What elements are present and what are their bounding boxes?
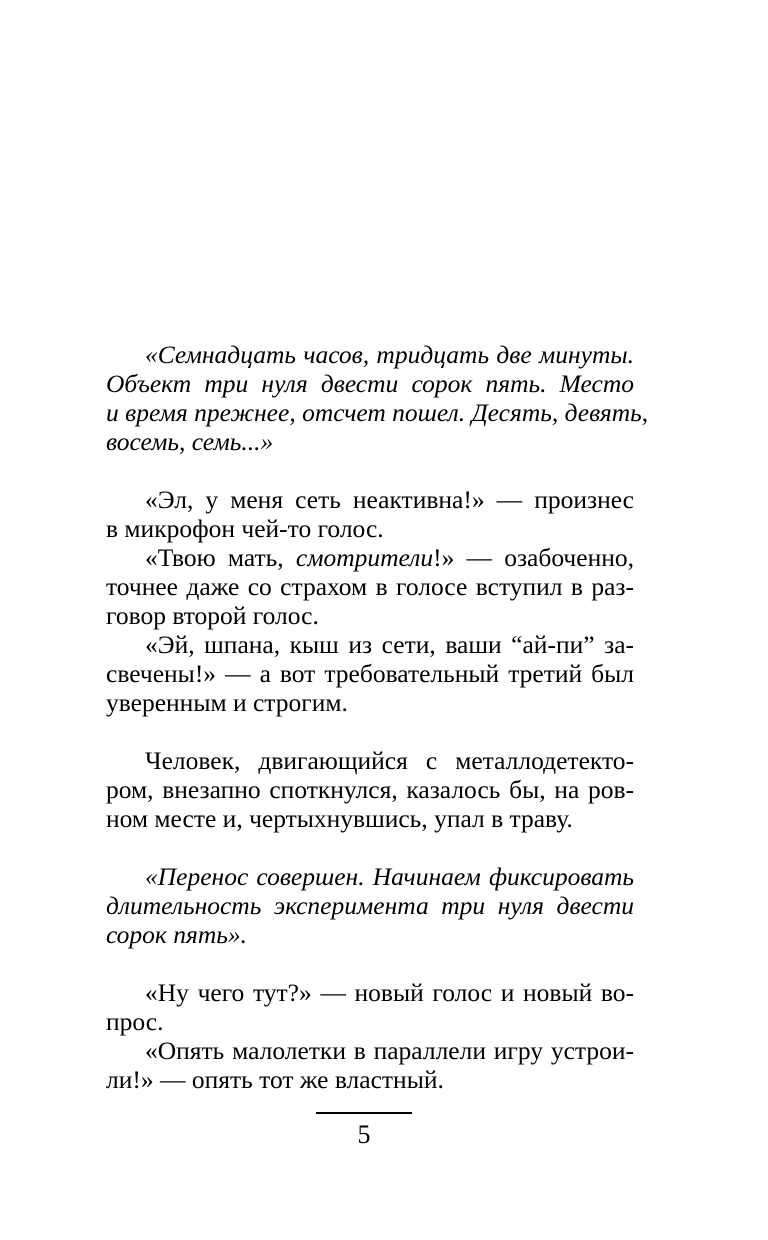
- text-line: ном месте и, чертыхнувшись, упал в траву.: [106, 804, 573, 833]
- dialogue-paragraph-1: [106, 485, 634, 543]
- page-number-rule: [316, 1112, 412, 1114]
- narrative-paragraph: [106, 746, 634, 833]
- paragraph-gap: [106, 717, 634, 746]
- paragraph-gap: [106, 456, 634, 485]
- dialogue-paragraph-2: [106, 543, 634, 630]
- text-line: сорок пять».: [106, 920, 247, 949]
- text-line: «Опять малолетки в параллели игру устрои-: [145, 1036, 634, 1065]
- page-number: 5: [357, 1120, 371, 1149]
- emphasized-word: смотрители: [295, 543, 434, 572]
- text-line: говор второй голос.: [106, 601, 319, 630]
- text-fragment: «Твою мать,: [145, 543, 296, 572]
- italic-broadcast-paragraph-1: [106, 340, 649, 456]
- text-line: уверенным и строгим.: [106, 688, 348, 717]
- text-line: «Эл, у меня сеть неактивна!» — произнес: [145, 485, 634, 514]
- text-line: Объект три нуля двести сорок пять. Место: [106, 369, 634, 398]
- book-page-text: [106, 340, 649, 1094]
- text-line-with-emphasis: [106, 543, 634, 572]
- text-line: Человек, двигающийся с металлодетекто-: [145, 746, 634, 775]
- text-line: свечены!» — а вот требовательный третий был: [106, 659, 634, 688]
- paragraph-gap: [106, 833, 634, 862]
- text-line: ром, внезапно споткнулся, казалось бы, на ров-: [106, 775, 634, 804]
- dialogue-paragraph-3: [106, 630, 634, 717]
- text-line: точнее даже со страхом в голосе вступил в раз-: [106, 572, 634, 601]
- text-line: «Перенос совершен. Начинаем фиксировать: [145, 862, 634, 891]
- dialogue-paragraph-5: [106, 1036, 634, 1094]
- paragraph-gap: [106, 949, 634, 978]
- text-line: ли!» — опять тот же властный.: [106, 1065, 444, 1094]
- text-line: «Семнадцать часов, тридцать две минуты.: [145, 340, 634, 369]
- text-line: «Ну чего тут?» — новый голос и новый во-: [145, 978, 634, 1007]
- dialogue-paragraph-4: [106, 978, 634, 1036]
- italic-broadcast-paragraph-2: [106, 862, 634, 949]
- text-line: и время прежнее, отсчет пошел. Десять, девять,: [106, 398, 649, 427]
- text-line: восемь, семь...»: [106, 427, 274, 456]
- text-line: «Эй, шпана, кыш из сети, ваши “ай-пи” за-: [145, 630, 634, 659]
- text-line: прос.: [106, 1007, 164, 1036]
- text-line: длительность эксперимента три нуля двести: [106, 891, 634, 920]
- text-fragment: !» — озабоченно,: [433, 543, 634, 572]
- text-line: в микрофон чей-то голос.: [106, 514, 384, 543]
